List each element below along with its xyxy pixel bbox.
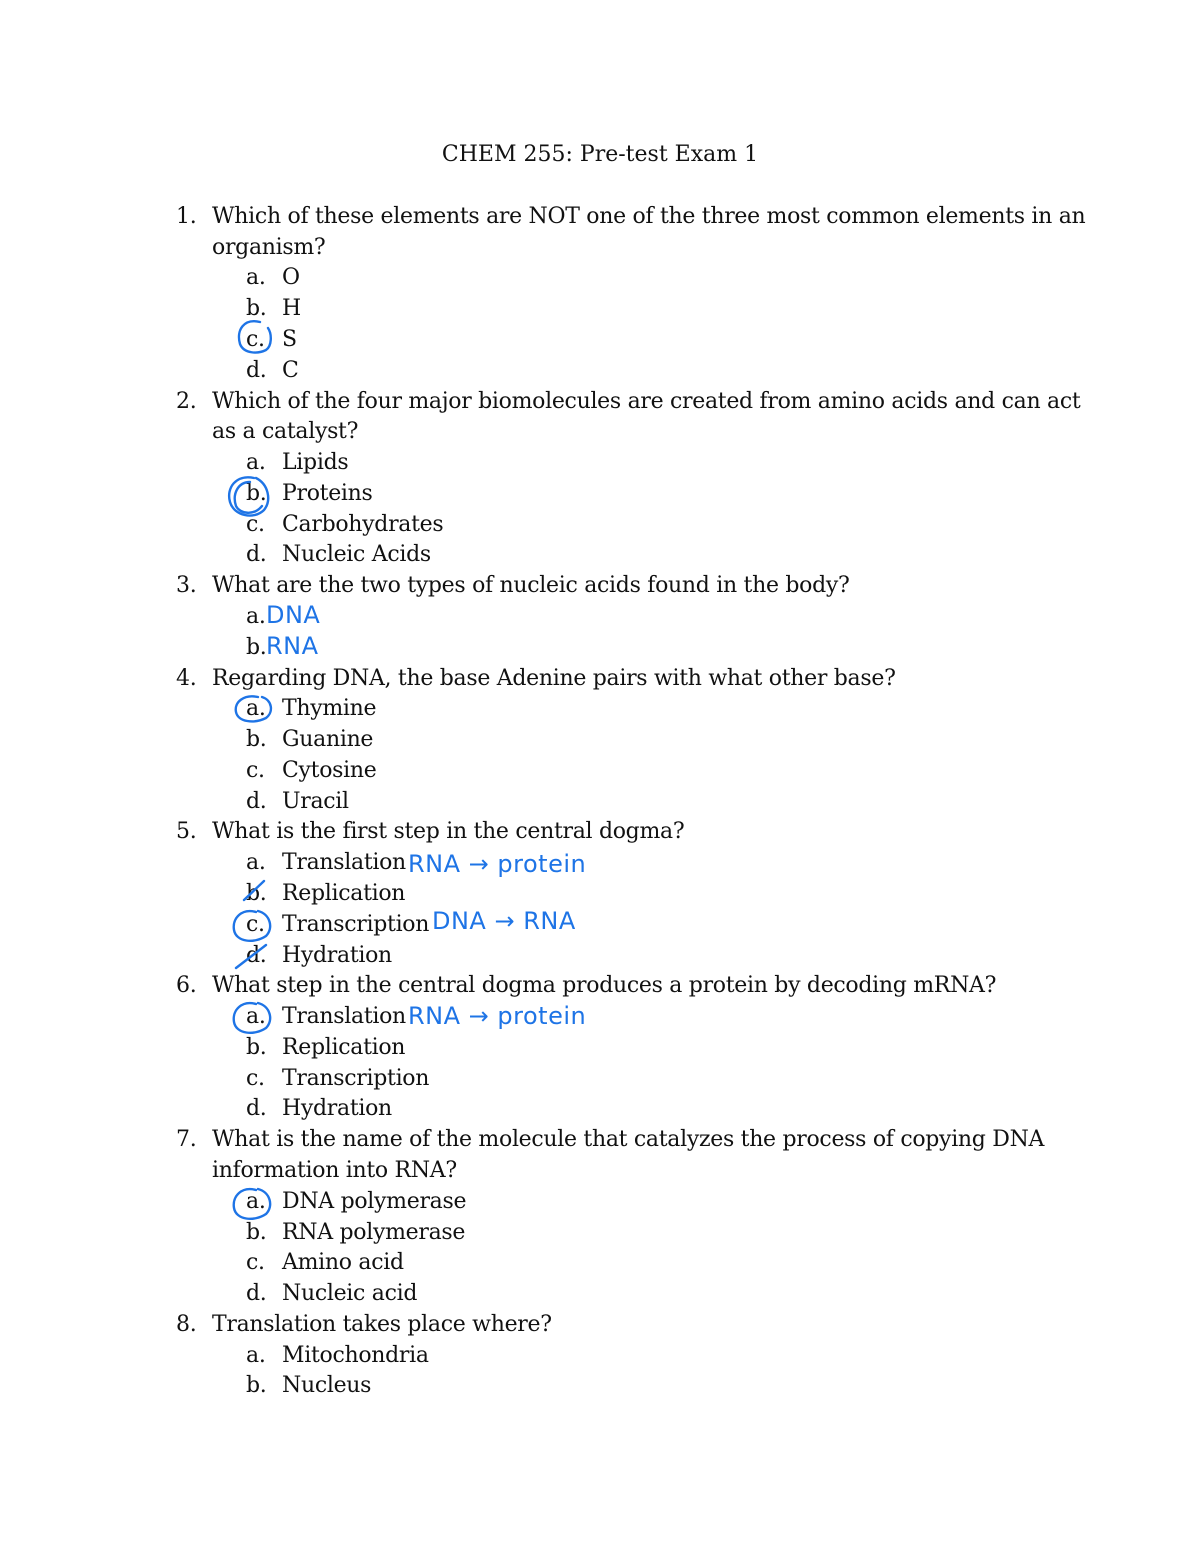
option-text: Hydration — [282, 1096, 392, 1121]
option-letter: a. — [246, 1343, 266, 1368]
option-letter: c. — [246, 1250, 265, 1275]
question-3 — [0, 570, 1200, 601]
option-text: DNA polymerase — [282, 1189, 467, 1214]
option-letter: d. — [246, 789, 267, 814]
option-text: Nucleic acid — [282, 1281, 418, 1306]
question-number: 1. — [176, 204, 197, 229]
option-text: S — [282, 327, 297, 352]
option-text: Lipids — [282, 450, 349, 475]
option-letter: b. — [246, 1373, 267, 1398]
option-letter: a. — [246, 604, 266, 629]
option-letter: c. — [246, 912, 265, 937]
question-4 — [0, 663, 1200, 694]
option — [0, 293, 600, 324]
option-text: Replication — [282, 1035, 406, 1060]
option — [0, 755, 600, 786]
option — [0, 1186, 600, 1217]
question-text: as a catalyst? — [212, 419, 359, 444]
option-letter: a. — [246, 450, 266, 475]
option — [0, 693, 600, 724]
question-8 — [0, 1309, 1200, 1340]
page-title: CHEM 255: Pre-test Exam 1 — [441, 142, 759, 167]
option — [0, 509, 600, 540]
question-2 — [0, 386, 1200, 417]
option-text: Transcription — [282, 912, 430, 937]
option-letter: c. — [246, 758, 265, 783]
option — [0, 940, 600, 971]
handwritten-note: DNA → RNA — [432, 907, 576, 935]
option-letter: d. — [246, 1096, 267, 1121]
option — [0, 724, 600, 755]
option-letter: a. — [246, 1189, 266, 1214]
option-text: Nucleus — [282, 1373, 372, 1398]
option-text: Proteins — [282, 481, 373, 506]
option-text: C — [282, 358, 299, 383]
option-text: O — [282, 265, 300, 290]
option-letter: d. — [246, 542, 267, 567]
option-letter: a. — [246, 850, 266, 875]
option-letter: a. — [246, 1004, 266, 1029]
option — [0, 1278, 600, 1309]
option-letter: b. — [246, 296, 267, 321]
question-number: 8. — [176, 1312, 197, 1337]
question-2-cont — [0, 416, 1200, 447]
option — [0, 878, 600, 909]
option-text: Translation — [282, 850, 406, 875]
question-text: What is the first step in the central dogma? — [212, 819, 685, 844]
option-text: Replication — [282, 881, 406, 906]
question-1-cont — [0, 232, 1200, 263]
option — [0, 1063, 600, 1094]
option-text: Guanine — [282, 727, 374, 752]
question-text: Which of the four major biomolecules are created from amino acids and can act — [212, 389, 1081, 414]
handwritten-answer: DNA — [266, 601, 321, 629]
question-number: 3. — [176, 573, 197, 598]
option-letter: a. — [246, 265, 266, 290]
option — [0, 1093, 600, 1124]
option-text: Thymine — [282, 696, 377, 721]
option-letter: d. — [246, 943, 267, 968]
question-number: 2. — [176, 389, 197, 414]
question-text: organism? — [212, 235, 326, 260]
option-text: Translation — [282, 1004, 406, 1029]
question-text: What is the name of the molecule that catalyzes the process of copying DNA — [212, 1127, 1045, 1152]
option-text: Nucleic Acids — [282, 542, 431, 567]
question-text: information into RNA? — [212, 1158, 457, 1183]
question-text: What step in the central dogma produces a protein by decoding mRNA? — [212, 973, 997, 998]
option-text: Mitochondria — [282, 1343, 429, 1368]
option — [0, 262, 600, 293]
question-text: Regarding DNA, the base Adenine pairs with what other base? — [212, 666, 896, 691]
question-5 — [0, 816, 1200, 847]
option — [0, 447, 600, 478]
question-text: Which of these elements are NOT one of the three most common elements in an — [212, 204, 1086, 229]
option — [0, 1032, 600, 1063]
question-7 — [0, 1124, 1200, 1155]
option-text: Uracil — [282, 789, 349, 814]
option-letter: c. — [246, 512, 265, 537]
option-text: Transcription — [282, 1066, 430, 1091]
option-text: Hydration — [282, 943, 392, 968]
option-letter: b. — [246, 881, 267, 906]
option-letter: c. — [246, 1066, 265, 1091]
question-number: 7. — [176, 1127, 197, 1152]
option-text: Carbohydrates — [282, 512, 444, 537]
option-letter: b. — [246, 635, 267, 660]
option — [0, 1370, 600, 1401]
option-text: H — [282, 296, 301, 321]
question-7-cont — [0, 1155, 1200, 1186]
option-letter: b. — [246, 1035, 267, 1060]
option — [0, 539, 600, 570]
question-text: What are the two types of nucleic acids found in the body? — [212, 573, 850, 598]
option-text: Amino acid — [282, 1250, 404, 1275]
handwritten-note: RNA → protein — [408, 1002, 587, 1030]
question-text: Translation takes place where? — [212, 1312, 552, 1337]
handwritten-note: RNA → protein — [408, 850, 587, 878]
option-text: RNA polymerase — [282, 1220, 466, 1245]
option-letter: b. — [246, 481, 267, 506]
option — [0, 478, 600, 509]
option-text: Cytosine — [282, 758, 377, 783]
question-1 — [0, 201, 1200, 232]
option — [0, 1217, 600, 1248]
option — [0, 786, 600, 817]
question-number: 6. — [176, 973, 197, 998]
option-letter: d. — [246, 1281, 267, 1306]
option-letter: c. — [246, 327, 265, 352]
option — [0, 355, 600, 386]
option-letter: b. — [246, 727, 267, 752]
option — [0, 1340, 600, 1371]
handwritten-answer: RNA — [266, 632, 319, 660]
question-number: 5. — [176, 819, 197, 844]
option-letter: d. — [246, 358, 267, 383]
option — [0, 324, 600, 355]
question-6 — [0, 970, 1200, 1001]
question-number: 4. — [176, 666, 197, 691]
option — [0, 1247, 600, 1278]
option-letter: a. — [246, 696, 266, 721]
option-letter: b. — [246, 1220, 267, 1245]
